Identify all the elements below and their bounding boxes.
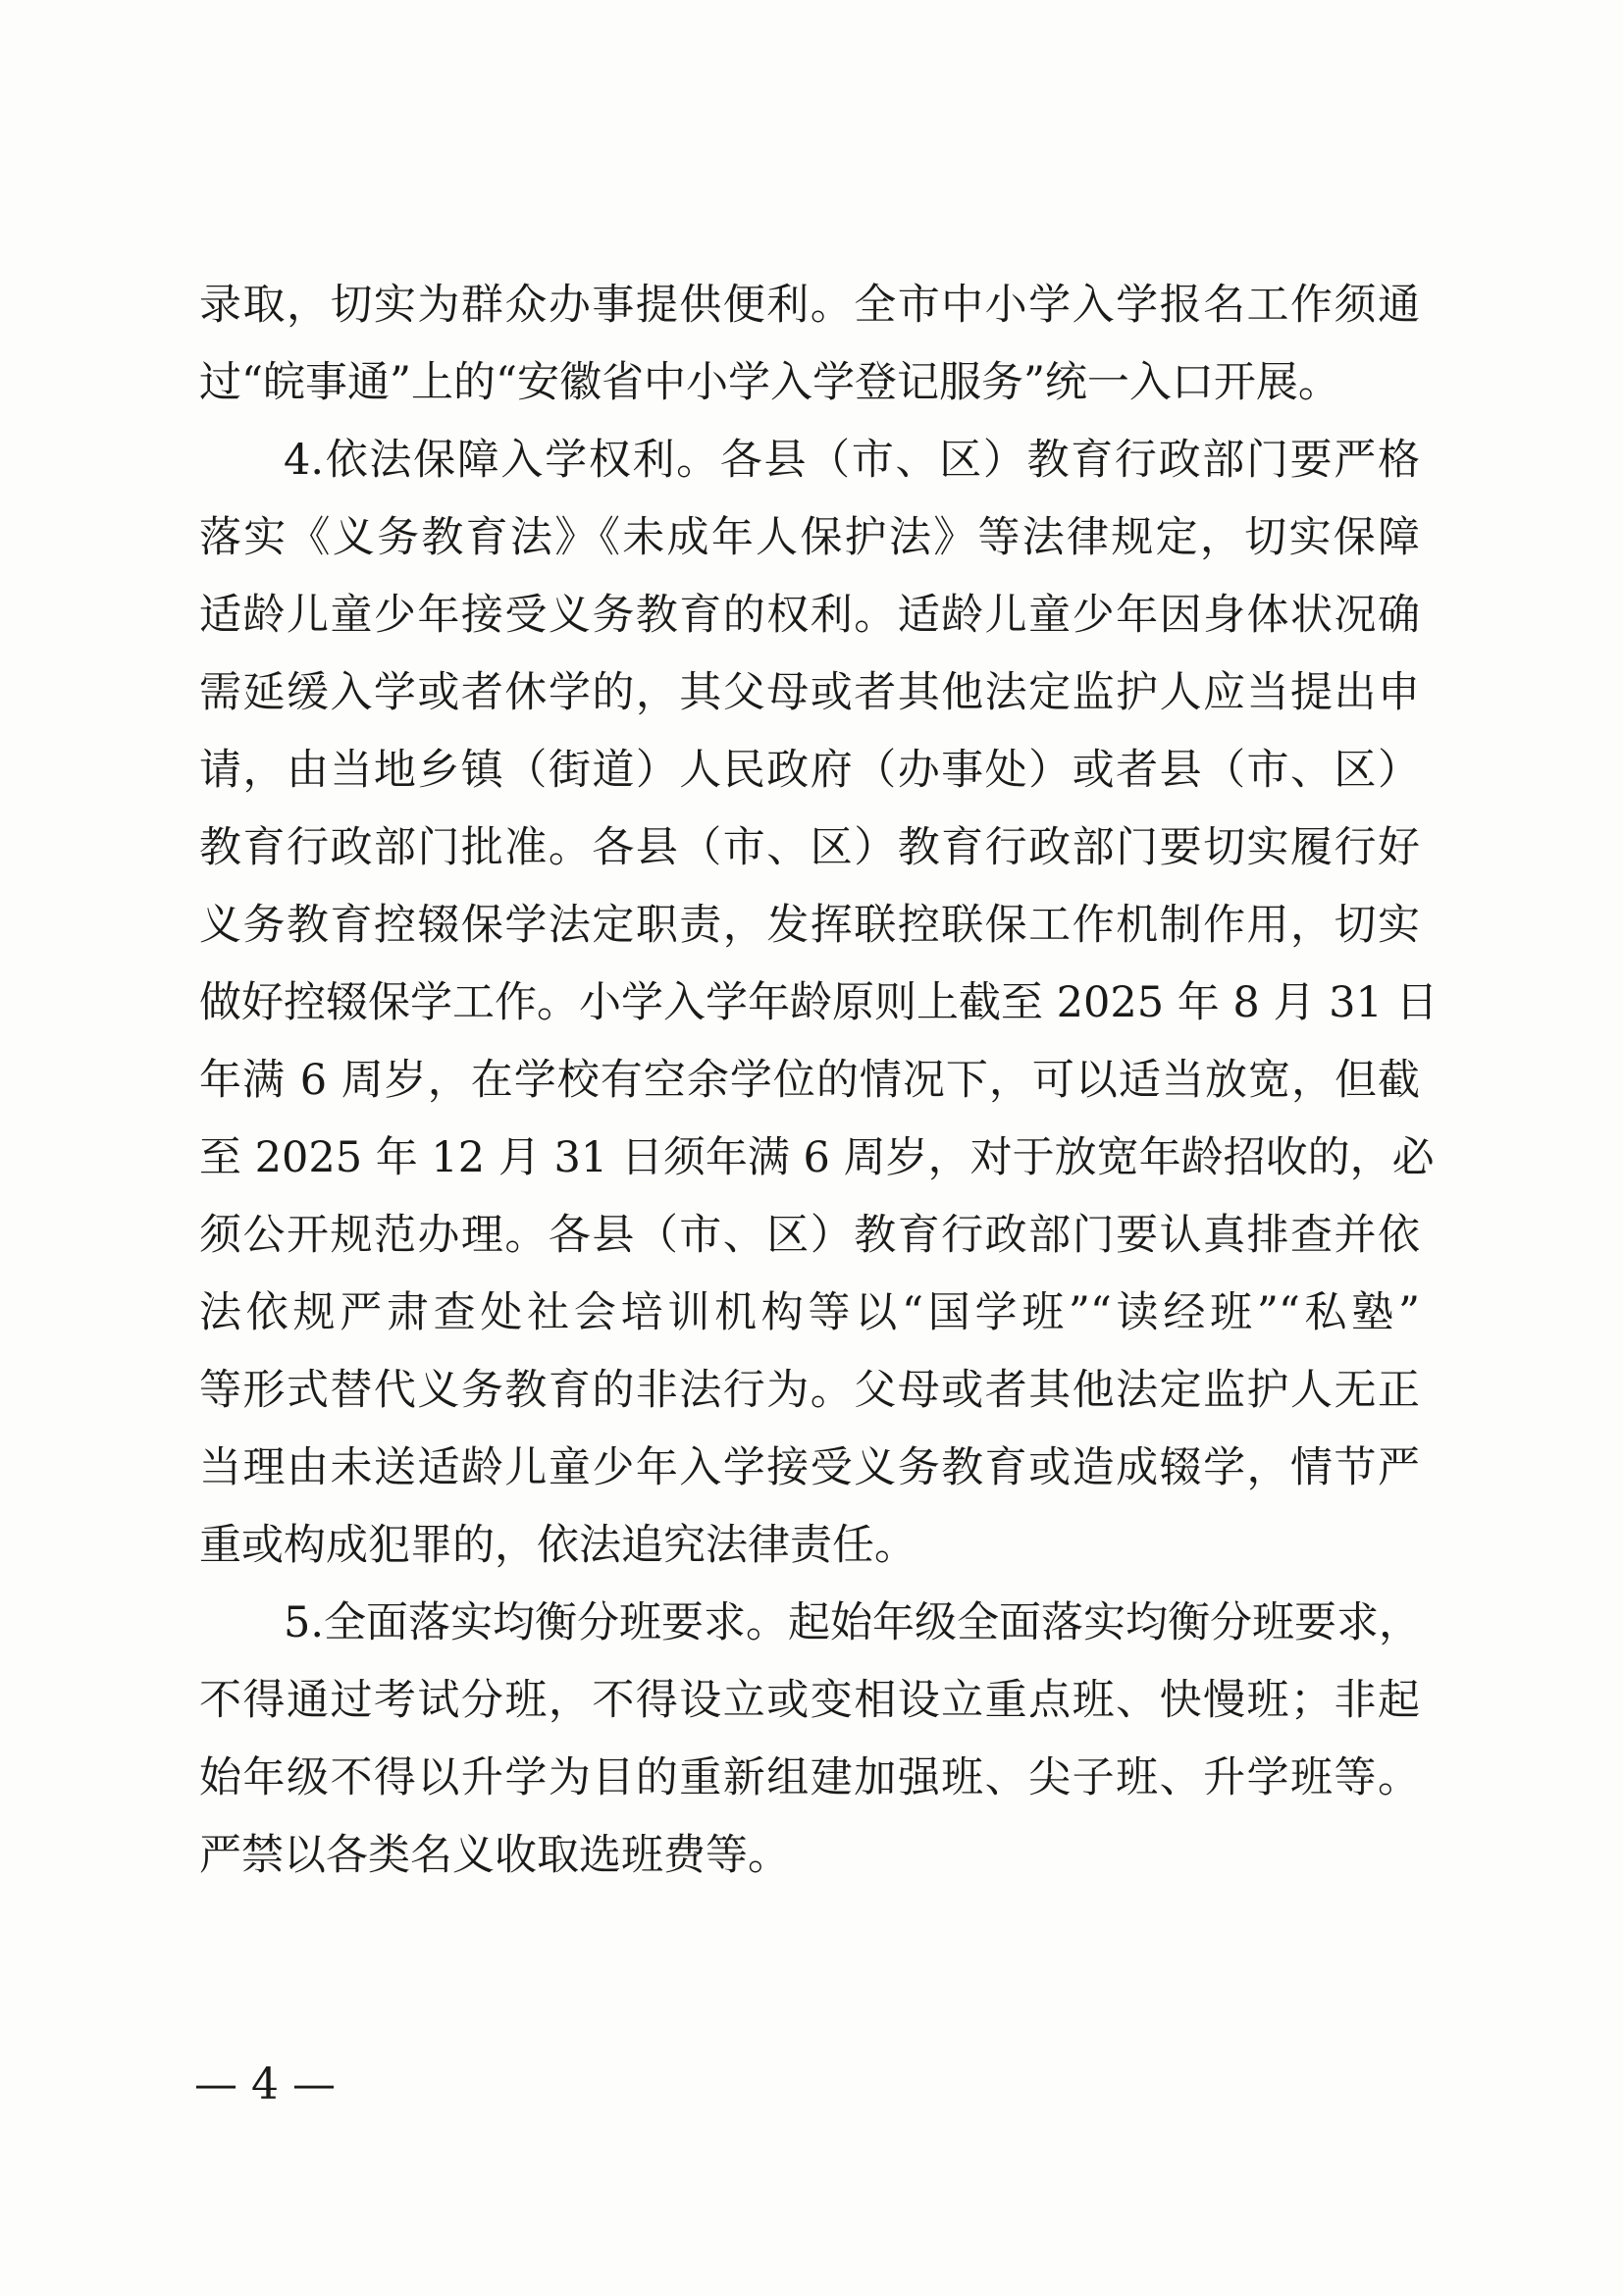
text-line: 须公开规范办理。各县（市、区）教育行政部门要认真排查并依 [199, 1211, 1420, 1260]
text-line: 需延缓入学或者休学的，其父母或者其他法定监护人应当提出申 [199, 668, 1420, 717]
text-line: 过“皖事通”上的“安徽省中小学入学登记服务”统一入口开展。 [199, 358, 1340, 407]
text-line: 教育行政部门批准。各县（市、区）教育行政部门要切实履行好 [199, 823, 1420, 872]
body-text [199, 267, 1439, 1895]
text-line: 年满 6 周岁，在学校有空余学位的情况下，可以适当放宽，但截 [199, 1056, 1420, 1105]
text-line: 等形式替代义务教育的非法行为。父母或者其他法定监护人无正 [199, 1366, 1420, 1415]
section-4-heading-line [199, 422, 1420, 499]
text-line: 义务教育控辍保学法定职责，发挥联控联保工作机制作用，切实 [199, 901, 1420, 950]
text-line: 录取，切实为群众办事提供便利。全市中小学入学报名工作须通 [199, 281, 1420, 330]
text-line: 至 2025 年 12 月 31 日须年满 6 周岁，对于放宽年龄招收的，必 [199, 1133, 1435, 1182]
text-line: 当理由未送适龄儿童少年入学接受义务教育或造成辍学，情节严 [199, 1443, 1420, 1492]
text-line: 5.全面落实均衡分班要求。起始年级全面落实均衡分班要求， [284, 1598, 1422, 1647]
section-5-heading-line [199, 1585, 1420, 1662]
text-line: 落实《义务教育法》《未成年人保护法》等法律规定，切实保障 [199, 513, 1420, 562]
text-line: 4.依法保障入学权利。各县（市、区）教育行政部门要严格 [284, 436, 1420, 485]
text-line: 不得通过考试分班，不得设立或变相设立重点班、快慢班；非起 [199, 1676, 1420, 1725]
text-line: 法依规严肃查处社会培训机构等以“国学班”“读经班”“私塾” [199, 1288, 1420, 1337]
text-line: 始年级不得以升学为目的重新组建加强班、尖子班、升学班等。 [199, 1753, 1420, 1802]
text-line: 做好控辍保学工作。小学入学年龄原则上截至 2025 年 8 月 31 日 [199, 978, 1439, 1027]
text-line: 适龄儿童少年接受义务教育的权利。适龄儿童少年因身体状况确 [199, 591, 1420, 640]
text-line: 严禁以各类名义收取选班费等。 [199, 1831, 790, 1880]
text-line: 请，由当地乡镇（街道）人民政府（办事处）或者县（市、区） [199, 746, 1420, 795]
page-number: — 4 — [194, 2060, 336, 2110]
text-line: 重或构成犯罪的，依法追究法律责任。 [199, 1521, 916, 1570]
